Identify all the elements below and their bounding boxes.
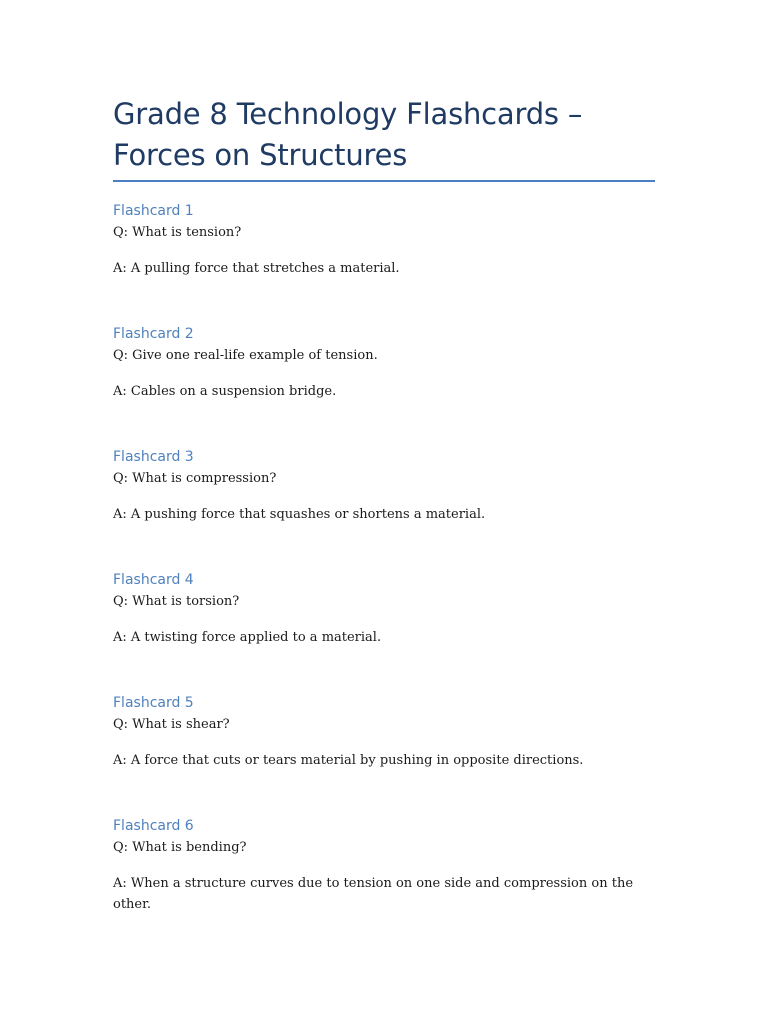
flashcard-answer: A: When a structure curves due to tension on one side and compression on the other. [113,876,634,912]
flashcard-answer: A: Cables on a suspension bridge. [113,384,337,399]
flashcard-answer: A: A force that cuts or tears material by pushing in opposite directions. [113,753,584,768]
flashcard-heading: Flashcard 6 [113,818,194,834]
flashcard-question: Q: What is bending? [113,840,247,855]
flashcard [113,325,655,402]
flashcard [113,202,655,279]
flashcard-heading: Flashcard 3 [113,449,194,465]
flashcard [113,817,655,915]
flashcard-question: Q: What is shear? [113,717,230,732]
page-title: Grade 8 Technology Flashcards – Forces on Structures [113,97,583,172]
flashcard-question: Q: What is torsion? [113,594,240,609]
flashcard-answer: A: A twisting force applied to a material. [113,630,382,645]
flashcard-question: Q: What is compression? [113,471,277,486]
flashcard-question: Q: Give one real-life example of tension. [113,348,378,363]
flashcard-question: Q: What is tension? [113,225,242,240]
flashcard-heading: Flashcard 5 [113,695,194,711]
flashcard-answer: A: A pulling force that stretches a material. [113,261,400,276]
flashcard-heading: Flashcard 4 [113,572,194,588]
flashcard [113,448,655,525]
flashcard-answer: A: A pushing force that squashes or shortens a material. [113,507,486,522]
flashcard [113,694,655,771]
flashcard-heading: Flashcard 2 [113,326,194,342]
flashcard [113,571,655,648]
title-divider [113,180,655,182]
flashcard-heading: Flashcard 1 [113,203,194,219]
